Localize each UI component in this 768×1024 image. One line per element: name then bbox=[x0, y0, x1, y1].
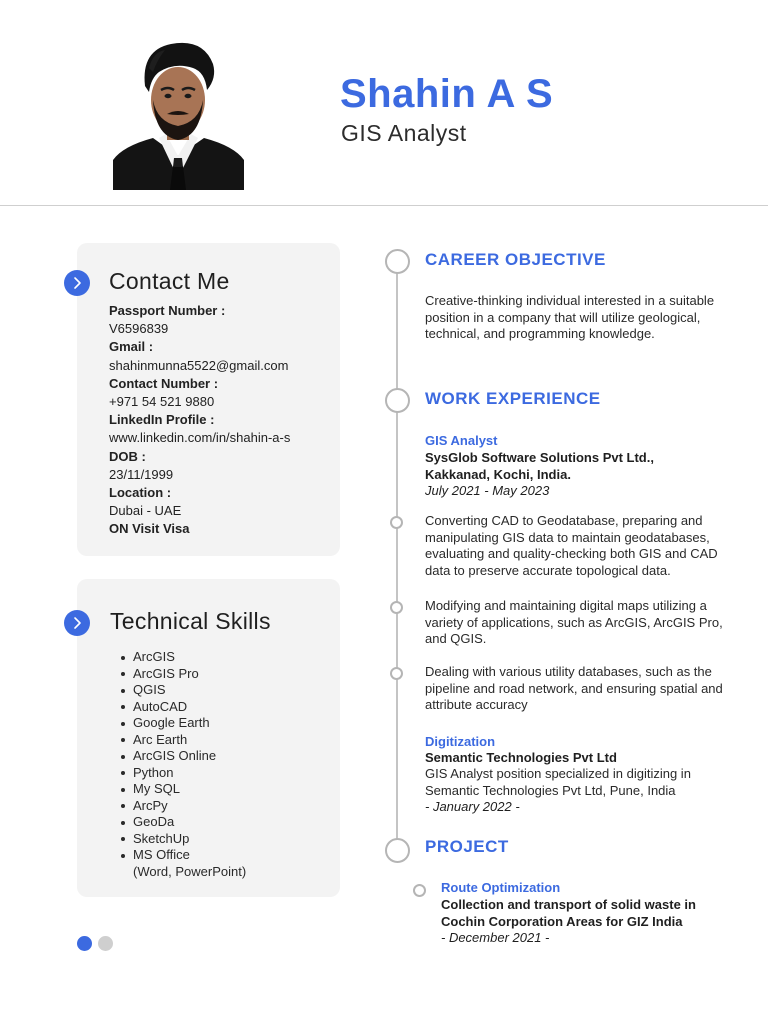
duty-item: Modifying and maintaining digital maps utilizing a variety of applications, such as ArcGIS, ArcGIS Pro, and QGIS. bbox=[425, 598, 723, 646]
dob-label: DOB : bbox=[109, 448, 146, 464]
dob-value: 23/11/1999 bbox=[109, 466, 174, 482]
work-experience-heading: WORK EXPERIENCE bbox=[425, 389, 601, 408]
project-description: Collection and transport of solid waste in Cochin Corporation Areas for GIZ India bbox=[441, 897, 696, 929]
skills-heading: Technical Skills bbox=[110, 608, 271, 634]
location-label: Location : bbox=[109, 485, 172, 501]
job-dates: July 2021 - May 2023 bbox=[425, 483, 550, 498]
profile-photo bbox=[113, 38, 244, 190]
gmail-label: Gmail : bbox=[109, 339, 154, 355]
phone-label: Contact Number : bbox=[109, 375, 219, 391]
list-item: MS Office bbox=[133, 847, 246, 864]
job-role: GIS Analyst bbox=[425, 433, 498, 448]
list-item: SketchUp bbox=[133, 831, 246, 848]
project-name: Route Optimization bbox=[441, 880, 561, 895]
contact-details bbox=[109, 302, 339, 539]
project-dates: - December 2021 - bbox=[441, 930, 550, 945]
list-item: QGIS bbox=[133, 682, 246, 699]
list-item: ArcPy bbox=[133, 798, 246, 815]
list-item: AutoCAD bbox=[133, 699, 246, 716]
gmail-value[interactable]: shahinmunna5522@gmail.com bbox=[109, 357, 289, 373]
timeline-marker-circle bbox=[385, 388, 410, 413]
header-divider bbox=[0, 205, 768, 206]
list-item: GeoDa bbox=[133, 814, 246, 831]
pager-dot[interactable] bbox=[98, 936, 113, 951]
duty-item: Converting CAD to Geodatabase, preparing and manipulating GIS data to maintain geodatabases, evaluating and quality-checking both GIS and CAD data to preserve accurate topological data. bbox=[425, 513, 718, 578]
list-item: ArcGIS bbox=[133, 649, 246, 666]
linkedin-value[interactable]: www.linkedin.com/in/shahin-a-s bbox=[109, 430, 291, 446]
location-value: Dubai - UAE bbox=[109, 503, 182, 519]
candidate-name: Shahin A S bbox=[340, 72, 554, 116]
list-item-continuation: (Word, PowerPoint) bbox=[133, 863, 247, 879]
visa-status: ON Visit Visa bbox=[109, 521, 190, 537]
job-role: Digitization bbox=[425, 734, 496, 749]
duty-item: Dealing with various utility databases, such as the pipeline and road network, and ensuring spatial and attribute accuracy bbox=[425, 664, 723, 712]
job-description: GIS Analyst position specialized in digitizing in Semantic Technologies Pvt Ltd, Pune, India bbox=[425, 766, 691, 798]
passport-label: Passport Number : bbox=[109, 303, 226, 318]
timeline-dot bbox=[390, 667, 403, 680]
pager-dot-active[interactable] bbox=[77, 936, 92, 951]
career-objective-text: Creative-thinking individual interested in a suitable position in a company that will utilize geological, technical, and programming knowledge. bbox=[425, 293, 715, 341]
contact-heading: Contact Me bbox=[109, 268, 230, 294]
list-item: Python bbox=[133, 765, 246, 782]
list-item: ArcGIS Pro bbox=[133, 666, 246, 683]
project-heading: PROJECT bbox=[425, 837, 509, 856]
phone-value[interactable]: +971 54 521 9880 bbox=[109, 394, 215, 410]
company-name: SysGlob Software Solutions Pvt Ltd., Kakkanad, Kochi, India. bbox=[425, 450, 654, 482]
career-objective-heading: CAREER OBJECTIVE bbox=[425, 250, 606, 269]
job-dates: - January 2022 - bbox=[425, 799, 520, 814]
timeline-dot bbox=[390, 601, 403, 614]
timeline-marker-circle bbox=[385, 249, 410, 274]
list-item: Arc Earth bbox=[133, 732, 246, 749]
chevron-right-icon bbox=[64, 610, 90, 636]
chevron-right-icon bbox=[64, 270, 90, 296]
timeline-dot bbox=[413, 884, 426, 897]
linkedin-label: LinkedIn Profile : bbox=[109, 412, 215, 428]
skills-list bbox=[133, 649, 246, 880]
list-item: Google Earth bbox=[133, 715, 246, 732]
passport-value: V6596839 bbox=[109, 321, 169, 337]
timeline-marker-circle bbox=[385, 838, 410, 863]
timeline-line bbox=[396, 262, 398, 849]
list-item: My SQL bbox=[133, 781, 246, 798]
company-name: Semantic Technologies Pvt Ltd bbox=[425, 750, 617, 765]
timeline-dot bbox=[390, 516, 403, 529]
list-item: ArcGIS Online bbox=[133, 748, 246, 765]
job-title: GIS Analyst bbox=[341, 120, 467, 146]
